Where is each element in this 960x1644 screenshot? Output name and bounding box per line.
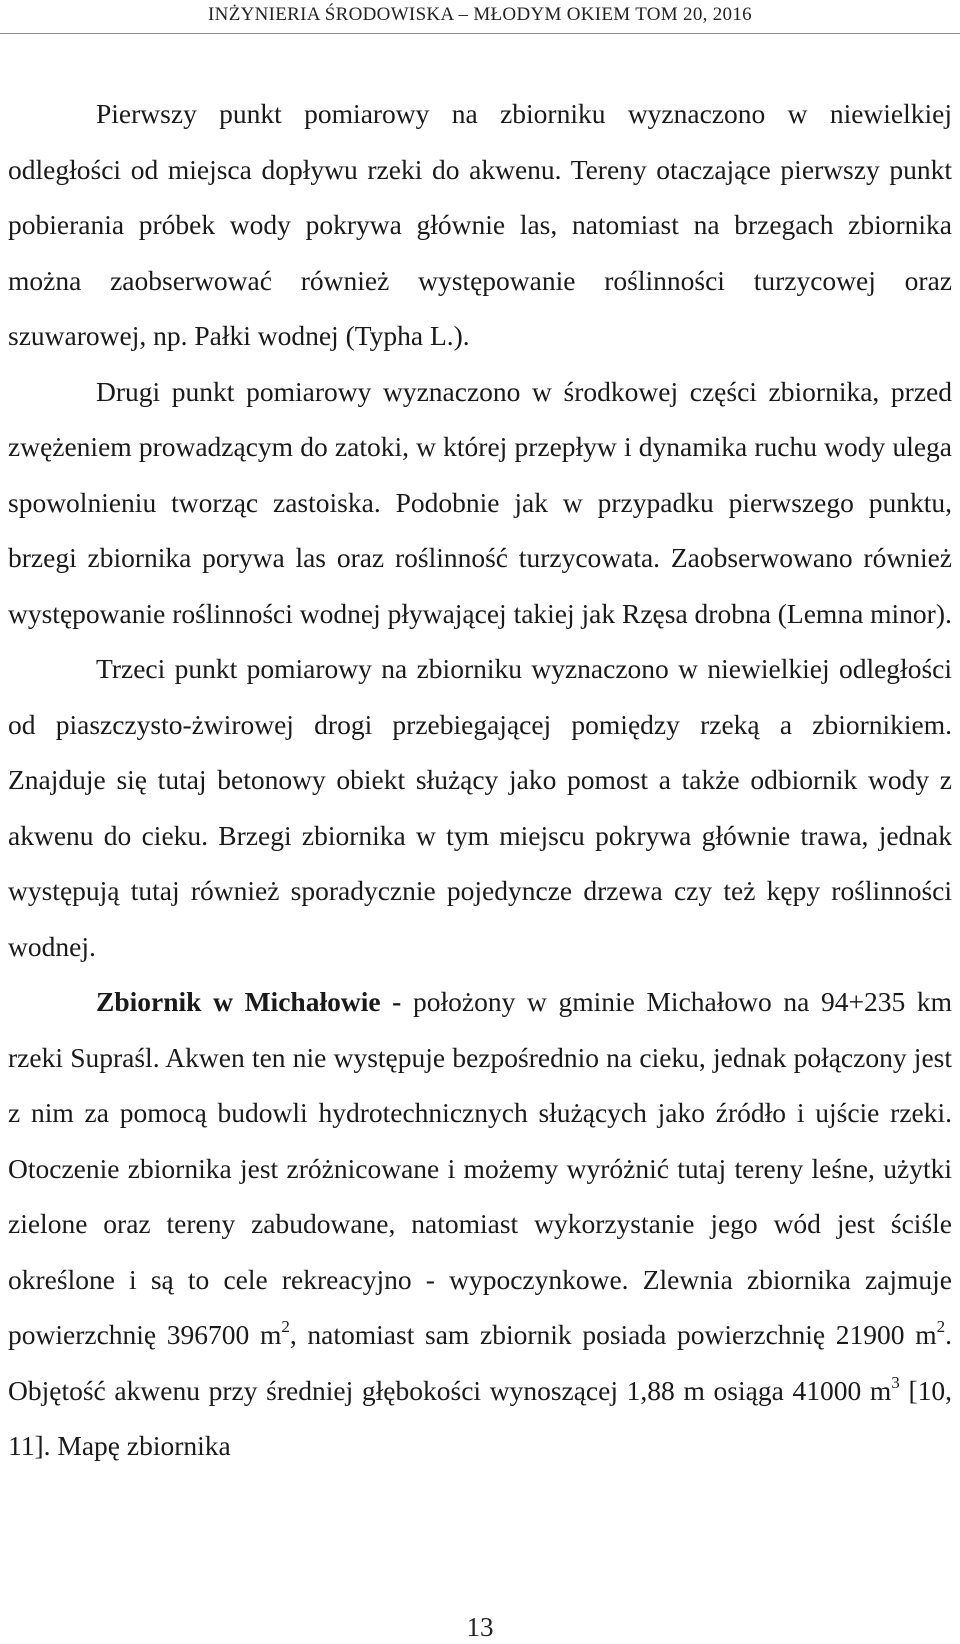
superscript: 3: [891, 1372, 900, 1392]
body-text: [8, 86, 952, 1474]
running-header-text: INŻYNIERIA ŚRODOWISKA – MŁODYM OKIEM TOM 20, 2016: [208, 4, 752, 25]
paragraph-michalowo: [8, 974, 952, 1474]
superscript: 2: [281, 1317, 290, 1336]
text-run: . Objętość akwenu przy średniej głębokości wynoszącej 1,88 m osiąga 41000 m: [8, 1319, 952, 1406]
section-lead-bold: Zbiornik w Michałowie -: [96, 986, 402, 1017]
paragraph-point-3: Trzeci punkt pomiarowy na zbiorniku wyznaczono w niewielkiej odległości od piaszczysto-żwirowej drogi przebiegającej pomiędzy rzeką a zbiornikiem. Znajduje się tutaj betonowy obiekt służący jako pomost a także odbiornik wody z akwenu do cieku. Brzegi zbiornika w tym miejscu pokrywa głównie trawa, jednak występują tutaj również sporadycznie pojedyncze drzewa czy też kępy roślinności wodnej.: [8, 653, 952, 962]
page-number: 13: [466, 1612, 494, 1642]
text-run: położony w gminie Michałowo na 94+235 km rzeki Supraśl. Akwen ten nie występuje bezpośrednio na cieku, jednak połączony jest z nim za pomocą budowli hydrotechnicznych służących jako źródło i ujście rzeki. Otoczenie zbiornika jest zróżnicowane i możemy wyróżnić tutaj tereny leśne, użytki zielone oraz tereny zabudowane, natomiast wykorzystanie jego wód jest ściśle określone i są to cele rekreacyjno - wypoczynkowe. Zlewnia zbiornika zajmuje powierzchnię 396700 m: [8, 986, 952, 1350]
paragraph-point-1: Pierwszy punkt pomiarowy na zbiorniku wyznaczono w niewielkiej odległości od miejsca dopływu rzeki do akwenu. Tereny otaczające pierwszy punkt pobierania próbek wody pokrywa głównie las, natomiast na brzegach zbiornika można zaobserwować również występowanie roślinności turzycowej oraz szuwarowej, np. Pałki wodnej (Typha L.).: [8, 98, 952, 351]
text-run: [10, 11]. Mapę zbiornika: [8, 1374, 952, 1461]
paragraph-point-2: Drugi punkt pomiarowy wyznaczono w środkowej części zbiornika, przed zwężeniem prowadzącym do zatoki, w której przepływ i dynamika ruchu wody ulega spowolnieniu tworząc zastoiska. Podobnie jak w przypadku pierwszego punktu, brzegi zbiornika porywa las oraz roślinność turzycowata. Zaobserwowano również występowanie roślinności wodnej pływającej takiej jak Rzęsa drobna (Lemna minor).: [8, 375, 952, 629]
text-run: , natomiast sam zbiornik posiada powierzchnię 21900 m: [289, 1319, 937, 1350]
running-header: [0, 0, 960, 34]
superscript: 2: [936, 1317, 946, 1336]
